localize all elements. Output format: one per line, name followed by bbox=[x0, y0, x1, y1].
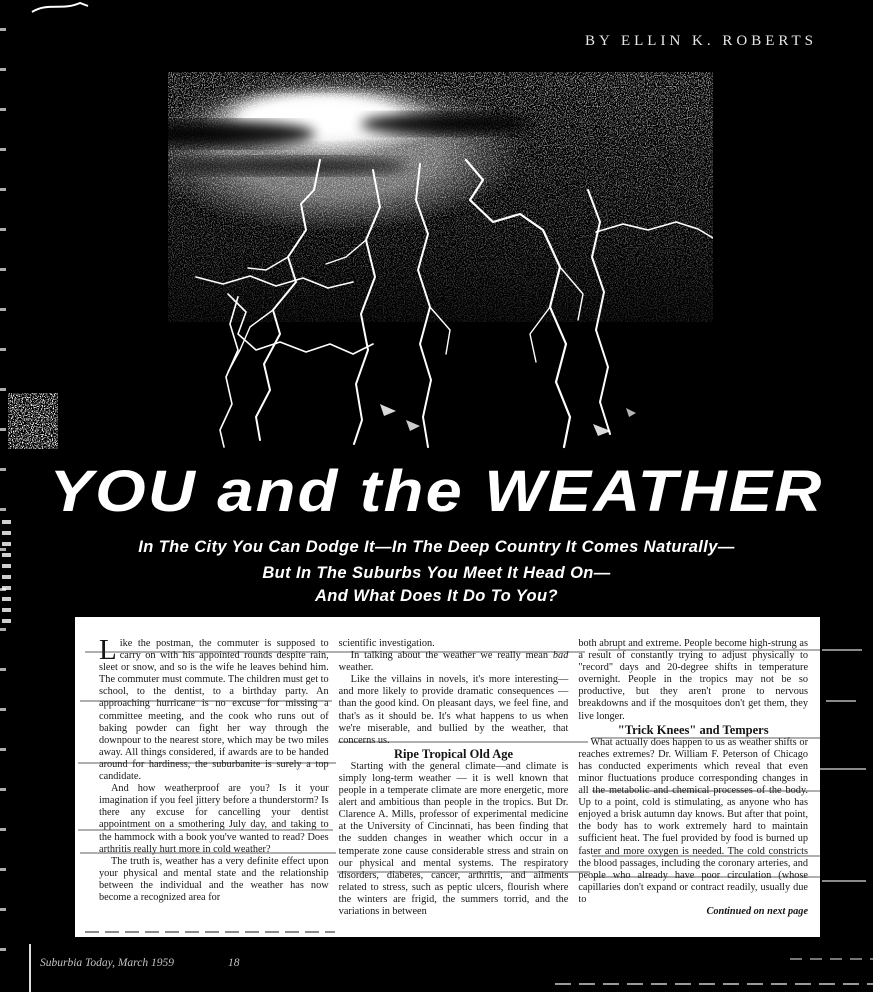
scan-margin-dash bbox=[820, 768, 866, 770]
scan-streak bbox=[85, 651, 585, 653]
paragraph: Like the postman, the commuter is supposed to carry on with his appointed rounds despite rain, sleet or snow, and so is the wife he leaves behind him. The commuter must commute. The children must get to school, to the dentist, to a birthday party. An approaching hurricane is no excuse for missing a committee meeting, and the cook who runs out of baking powder can fight her way through the downpour to the nearest store, which may be two miles away. All things considered, if awards are to be handed around for hardiness, the suburbanite is surely a top candidate. bbox=[99, 634, 329, 783]
paragraph: The truth is, weather has a very definite effect upon your physical and mental state and the relationship between the individual and the weather has now become a recognized area for bbox=[99, 855, 329, 903]
scan-streak bbox=[592, 876, 820, 878]
scan-dashed-line bbox=[555, 983, 873, 985]
article-column-1 bbox=[99, 634, 329, 921]
scan-streak bbox=[592, 790, 820, 792]
paragraph: And how weatherproof are you? Is it your imagination if you feel jittery before a thunderstorm? Is there any excuse for cancelling your dentist appointment on a smothering July day, and taking to the hammock with a book you've wanted to read? Does arthritis really hurt more in cold weather? bbox=[99, 783, 329, 855]
emphasized-word: bad bbox=[552, 650, 569, 662]
scan-streak bbox=[337, 871, 590, 873]
scan-margin-dash bbox=[822, 880, 866, 882]
footer-magazine-title: Suburbia Today, March 1959 bbox=[40, 957, 174, 969]
scan-edge-marks bbox=[2, 520, 11, 630]
scan-corner-mark bbox=[30, 0, 90, 14]
scan-margin-dash bbox=[826, 700, 856, 702]
paragraph: In talking about the weather we really mean bad weather. bbox=[338, 650, 569, 674]
footer-page-number: 18 bbox=[228, 957, 240, 969]
paragraph: scientific investigation. bbox=[338, 638, 435, 649]
section-heading: Ripe Tropical Old Age bbox=[393, 746, 514, 761]
scan-streak bbox=[338, 741, 588, 743]
scan-streak bbox=[592, 855, 820, 857]
page-title: YOU and the WEATHER bbox=[49, 459, 824, 524]
scan-streak bbox=[78, 762, 336, 764]
subtitle-line-2: But In The Suburbs You Meet It Head On— bbox=[262, 564, 611, 582]
scan-margin-dash bbox=[822, 649, 862, 651]
paragraph: Like the villains in novels, it's more interesting—and more likely to provide dramatic consequences — than the good kind. On pleasant days, we feel fine, and that's as it should be. It's what happens to us when we're miserable, and bullied by the weather, that concerns us. bbox=[338, 674, 569, 746]
scan-dashed-line bbox=[85, 931, 335, 933]
scan-line bbox=[29, 944, 31, 992]
drop-cap: L bbox=[99, 634, 117, 666]
section-heading: "Trick Knees" and Tempers bbox=[617, 722, 769, 737]
subtitle-line-3: And What Does It Do To You? bbox=[314, 587, 558, 605]
paragraph: What actually does happen to us as weather shifts or reaches extremes? Dr. William F. Peterson of Chicago has conducted experiments which reveal that even minor fluctuations produce corresponding changes in all the metabolic and chemical processes of the body. Up to a point, cold is stimulating, as anyone who has enjoyed a brisk autumn day knows. But after that point, the body has to work extremely hard to maintain sufficient heat. The fuel provided by food is burned up faster and more oxygen is needed. The cold constricts the blood passages, including the coronary arteries, and people who already have poor circulation (whose capillaries don't expand or contract readily, usually due to bbox=[578, 736, 809, 905]
scan-streak bbox=[78, 829, 333, 831]
article-panel bbox=[75, 617, 820, 937]
scan-streak bbox=[80, 852, 336, 854]
article-column-2 bbox=[339, 638, 569, 921]
paragraph: Starting with the general climate—and climate is simply long-term weather — it is well known that people in a temperate climate are more energetic, more alert and ambitious than people in the tropics. But Dr. Clarence A. Mills, professor of experimental medicine at the University of Cincinnati, has been finding that the sudden changes in weather which occur in a temperate zone cause considerable stress and strain on our physical and mental systems. The respiratory disorders, diabetes, cancer, arthritis, and ailments related to stress, such as peptic ulcers, flourish where the winters are frigid, the summers torrid, and the variations in between bbox=[338, 760, 569, 917]
scan-streak bbox=[598, 649, 820, 651]
paragraph: both abrupt and extreme. People become high-strung as a result of constantly trying to adjust physically to "record" days and 20-degree shifts in temperature overnight. People in the tropics may not be so productive, but they aren't prone to nervous breakdowns and if the mosquitoes don't get them, they live longer. bbox=[578, 638, 809, 722]
article-column-3 bbox=[578, 638, 808, 921]
scan-streak bbox=[80, 700, 332, 702]
continued-notice: Continued on next page bbox=[706, 905, 809, 917]
lightning-storm-photo bbox=[168, 72, 713, 460]
scan-dashed-line bbox=[790, 958, 873, 960]
scan-streak bbox=[592, 737, 820, 739]
scan-noise-blob bbox=[8, 393, 58, 449]
subtitle-line-1: In The City You Can Dodge It—In The Deep Country It Comes Naturally— bbox=[138, 538, 735, 556]
byline: BY ELLIN K. ROBERTS bbox=[584, 33, 817, 49]
scan-edge-marks bbox=[0, 28, 6, 963]
